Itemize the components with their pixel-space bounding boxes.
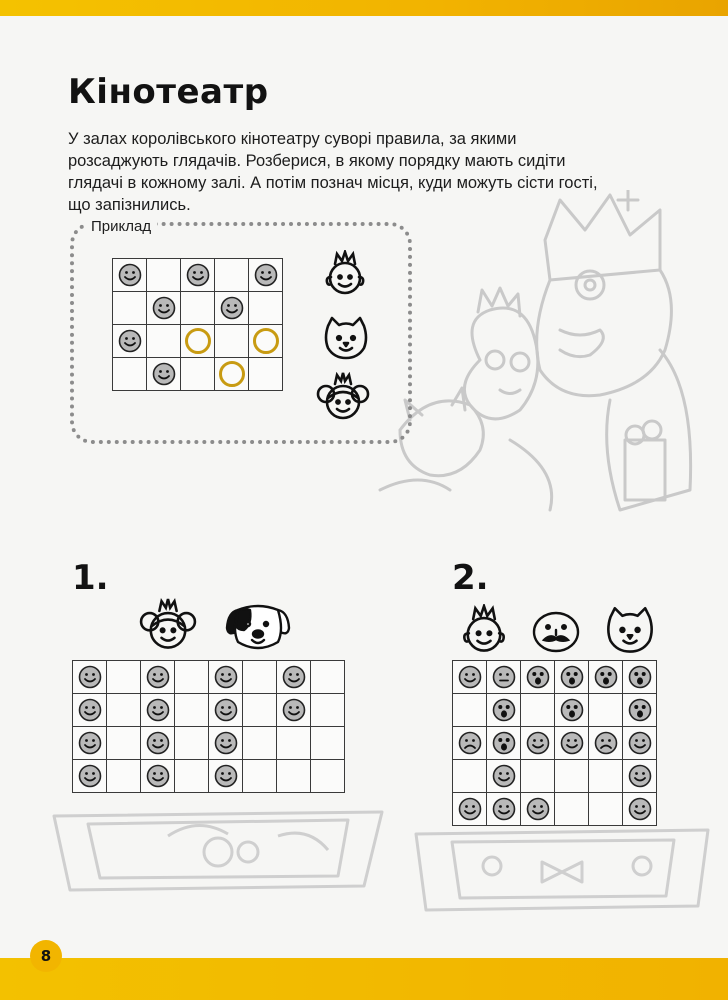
- seat-cell: [623, 661, 657, 694]
- seat-cell: [277, 661, 311, 694]
- seat-cell: [141, 727, 175, 760]
- seat-cell[interactable]: [181, 292, 215, 325]
- seat-cell: [147, 292, 181, 325]
- seat-cell: [623, 760, 657, 793]
- seat-cell[interactable]: [453, 760, 487, 793]
- seat-cell[interactable]: [175, 727, 209, 760]
- smiley-face-icon: [628, 767, 652, 784]
- seat-cell: [147, 358, 181, 391]
- seat-row: [453, 727, 657, 760]
- smiley-face-icon: [254, 266, 278, 283]
- smiley-face-icon: [214, 767, 238, 784]
- seat-cell: [209, 661, 243, 694]
- seat-cell[interactable]: [311, 661, 345, 694]
- seat-cell: [141, 760, 175, 793]
- seat-cell: [521, 793, 555, 826]
- seat-cell: [487, 694, 521, 727]
- dog-icon: [224, 600, 292, 654]
- seat-row: [73, 727, 345, 760]
- bottom-color-band: [0, 958, 728, 1000]
- seat-cell[interactable]: [243, 760, 277, 793]
- seat-cell: [73, 694, 107, 727]
- seat-cell: [487, 727, 521, 760]
- screen-illustration-left: [48, 806, 388, 892]
- seat-cell[interactable]: [215, 358, 249, 391]
- seat-cell: [73, 727, 107, 760]
- seat-cell[interactable]: [277, 727, 311, 760]
- seat-cell: [73, 661, 107, 694]
- seat-cell[interactable]: [277, 760, 311, 793]
- intro-line: глядачі в кожному залі. А потім познач місця, куди можуть сісти гості,: [68, 174, 598, 192]
- seat-cell[interactable]: [521, 694, 555, 727]
- mustache-man-icon: [528, 608, 584, 656]
- smiley-face-icon: [146, 734, 170, 751]
- seat-cell[interactable]: [107, 760, 141, 793]
- girl-with-crown-icon: [134, 598, 202, 654]
- seat-cell[interactable]: [175, 694, 209, 727]
- seat-cell: [623, 793, 657, 826]
- seat-cell: [181, 259, 215, 292]
- seat-cell[interactable]: [311, 727, 345, 760]
- page-number: 8: [30, 940, 62, 972]
- seat-cell: [487, 793, 521, 826]
- seat-cell: [209, 694, 243, 727]
- seat-cell: [215, 292, 249, 325]
- smiley-face-icon: [526, 734, 550, 751]
- smiley-face-icon: [146, 701, 170, 718]
- intro-text: [68, 128, 608, 216]
- seat-cell[interactable]: [555, 760, 589, 793]
- smiley-face-icon: [492, 800, 516, 817]
- surprised-face-icon: [594, 668, 618, 685]
- seat-row: [113, 358, 283, 391]
- seat-cell[interactable]: [107, 694, 141, 727]
- seat-cell[interactable]: [243, 727, 277, 760]
- seat-cell[interactable]: [243, 661, 277, 694]
- seat-cell[interactable]: [589, 760, 623, 793]
- smiley-face-icon: [526, 800, 550, 817]
- seat-cell[interactable]: [589, 694, 623, 727]
- seat-row: [113, 259, 283, 292]
- surprised-face-icon: [492, 701, 516, 718]
- circled-seat-mark: [219, 361, 245, 387]
- smiley-face-icon: [78, 767, 102, 784]
- screen-illustration-right: [412, 826, 712, 914]
- smiley-face-icon: [118, 332, 142, 349]
- task-number-1: 1.: [72, 558, 109, 598]
- seat-cell[interactable]: [181, 358, 215, 391]
- example-seat-grid: [112, 258, 283, 391]
- seat-cell[interactable]: [147, 259, 181, 292]
- seat-row: [453, 661, 657, 694]
- smiley-face-icon: [186, 266, 210, 283]
- task2-seat-grid: [452, 660, 657, 826]
- smiley-face-icon: [78, 701, 102, 718]
- neutral-face-icon: [492, 668, 516, 685]
- smiley-face-icon: [282, 701, 306, 718]
- seat-cell[interactable]: [147, 325, 181, 358]
- cat-icon: [604, 606, 656, 656]
- seat-cell: [113, 259, 147, 292]
- smiley-face-icon: [78, 668, 102, 685]
- surprised-face-icon: [628, 668, 652, 685]
- seat-cell: [487, 661, 521, 694]
- boy-with-crown-icon: [458, 604, 510, 656]
- seat-cell[interactable]: [555, 793, 589, 826]
- seat-cell[interactable]: [215, 259, 249, 292]
- seat-cell[interactable]: [243, 694, 277, 727]
- boy-with-crown-icon: [322, 250, 368, 298]
- smiley-face-icon: [214, 668, 238, 685]
- smiley-face-icon: [78, 734, 102, 751]
- smiley-face-icon: [282, 668, 306, 685]
- seat-cell: [521, 661, 555, 694]
- seat-cell: [453, 661, 487, 694]
- seat-cell[interactable]: [521, 760, 555, 793]
- seat-row: [73, 694, 345, 727]
- circled-seat-mark: [253, 328, 279, 354]
- sad-face-icon: [458, 734, 482, 751]
- intro-line: У залах королівського кінотеатру суворі правила, за якими: [68, 130, 517, 148]
- top-color-band: [0, 0, 728, 16]
- intro-line: що запізнились.: [68, 196, 191, 214]
- smiley-face-icon: [118, 266, 142, 283]
- smiley-face-icon: [628, 800, 652, 817]
- seat-cell[interactable]: [453, 694, 487, 727]
- seat-cell[interactable]: [113, 358, 147, 391]
- smiley-face-icon: [214, 734, 238, 751]
- surprised-face-icon: [526, 668, 550, 685]
- seat-cell: [141, 694, 175, 727]
- seat-cell[interactable]: [311, 760, 345, 793]
- smiley-face-icon: [458, 668, 482, 685]
- smiley-face-icon: [146, 668, 170, 685]
- smiley-face-icon: [152, 365, 176, 382]
- seat-row: [73, 661, 345, 694]
- seat-cell: [141, 661, 175, 694]
- seat-cell: [589, 727, 623, 760]
- seat-cell[interactable]: [113, 292, 147, 325]
- smiley-face-icon: [214, 701, 238, 718]
- seat-row: [453, 694, 657, 727]
- seat-cell[interactable]: [249, 292, 283, 325]
- smiley-face-icon: [220, 299, 244, 316]
- girl-with-crown-icon: [316, 372, 370, 424]
- seat-cell: [113, 325, 147, 358]
- seat-row: [453, 760, 657, 793]
- surprised-face-icon: [560, 701, 584, 718]
- task-number-2: 2.: [452, 558, 489, 598]
- seat-cell: [73, 760, 107, 793]
- page-title: Кінотеатр: [68, 72, 269, 112]
- seat-cell: [453, 793, 487, 826]
- seat-row: [453, 793, 657, 826]
- seat-cell: [555, 727, 589, 760]
- seat-cell[interactable]: [215, 325, 249, 358]
- seat-cell: [487, 760, 521, 793]
- seat-cell: [589, 661, 623, 694]
- seat-cell: [453, 727, 487, 760]
- surprised-face-icon: [492, 734, 516, 751]
- seat-cell: [209, 760, 243, 793]
- seat-cell: [555, 694, 589, 727]
- seat-cell: [623, 727, 657, 760]
- seat-cell: [521, 727, 555, 760]
- seat-cell[interactable]: [249, 358, 283, 391]
- seat-cell: [555, 661, 589, 694]
- seat-cell[interactable]: [175, 661, 209, 694]
- seat-cell: [277, 694, 311, 727]
- seat-cell[interactable]: [175, 760, 209, 793]
- seat-cell[interactable]: [311, 694, 345, 727]
- seat-cell: [249, 259, 283, 292]
- seat-cell: [623, 694, 657, 727]
- smiley-face-icon: [152, 299, 176, 316]
- intro-line: розсаджують глядачів. Розберися, в якому порядку мають сидіти: [68, 152, 566, 170]
- seat-cell[interactable]: [107, 661, 141, 694]
- seat-row: [73, 760, 345, 793]
- seat-row: [113, 325, 283, 358]
- circled-seat-mark: [185, 328, 211, 354]
- sad-face-icon: [594, 734, 618, 751]
- smiley-face-icon: [560, 734, 584, 751]
- seat-row: [113, 292, 283, 325]
- surprised-face-icon: [560, 668, 584, 685]
- smiley-face-icon: [628, 734, 652, 751]
- smiley-face-icon: [146, 767, 170, 784]
- smiley-face-icon: [492, 767, 516, 784]
- seat-cell[interactable]: [107, 727, 141, 760]
- task1-seat-grid: [72, 660, 345, 793]
- smiley-face-icon: [458, 800, 482, 817]
- seat-cell[interactable]: [589, 793, 623, 826]
- surprised-face-icon: [628, 701, 652, 718]
- cat-icon: [322, 316, 370, 362]
- seat-cell[interactable]: [249, 325, 283, 358]
- example-label: Приклад: [85, 218, 157, 235]
- seat-cell[interactable]: [181, 325, 215, 358]
- seat-cell: [209, 727, 243, 760]
